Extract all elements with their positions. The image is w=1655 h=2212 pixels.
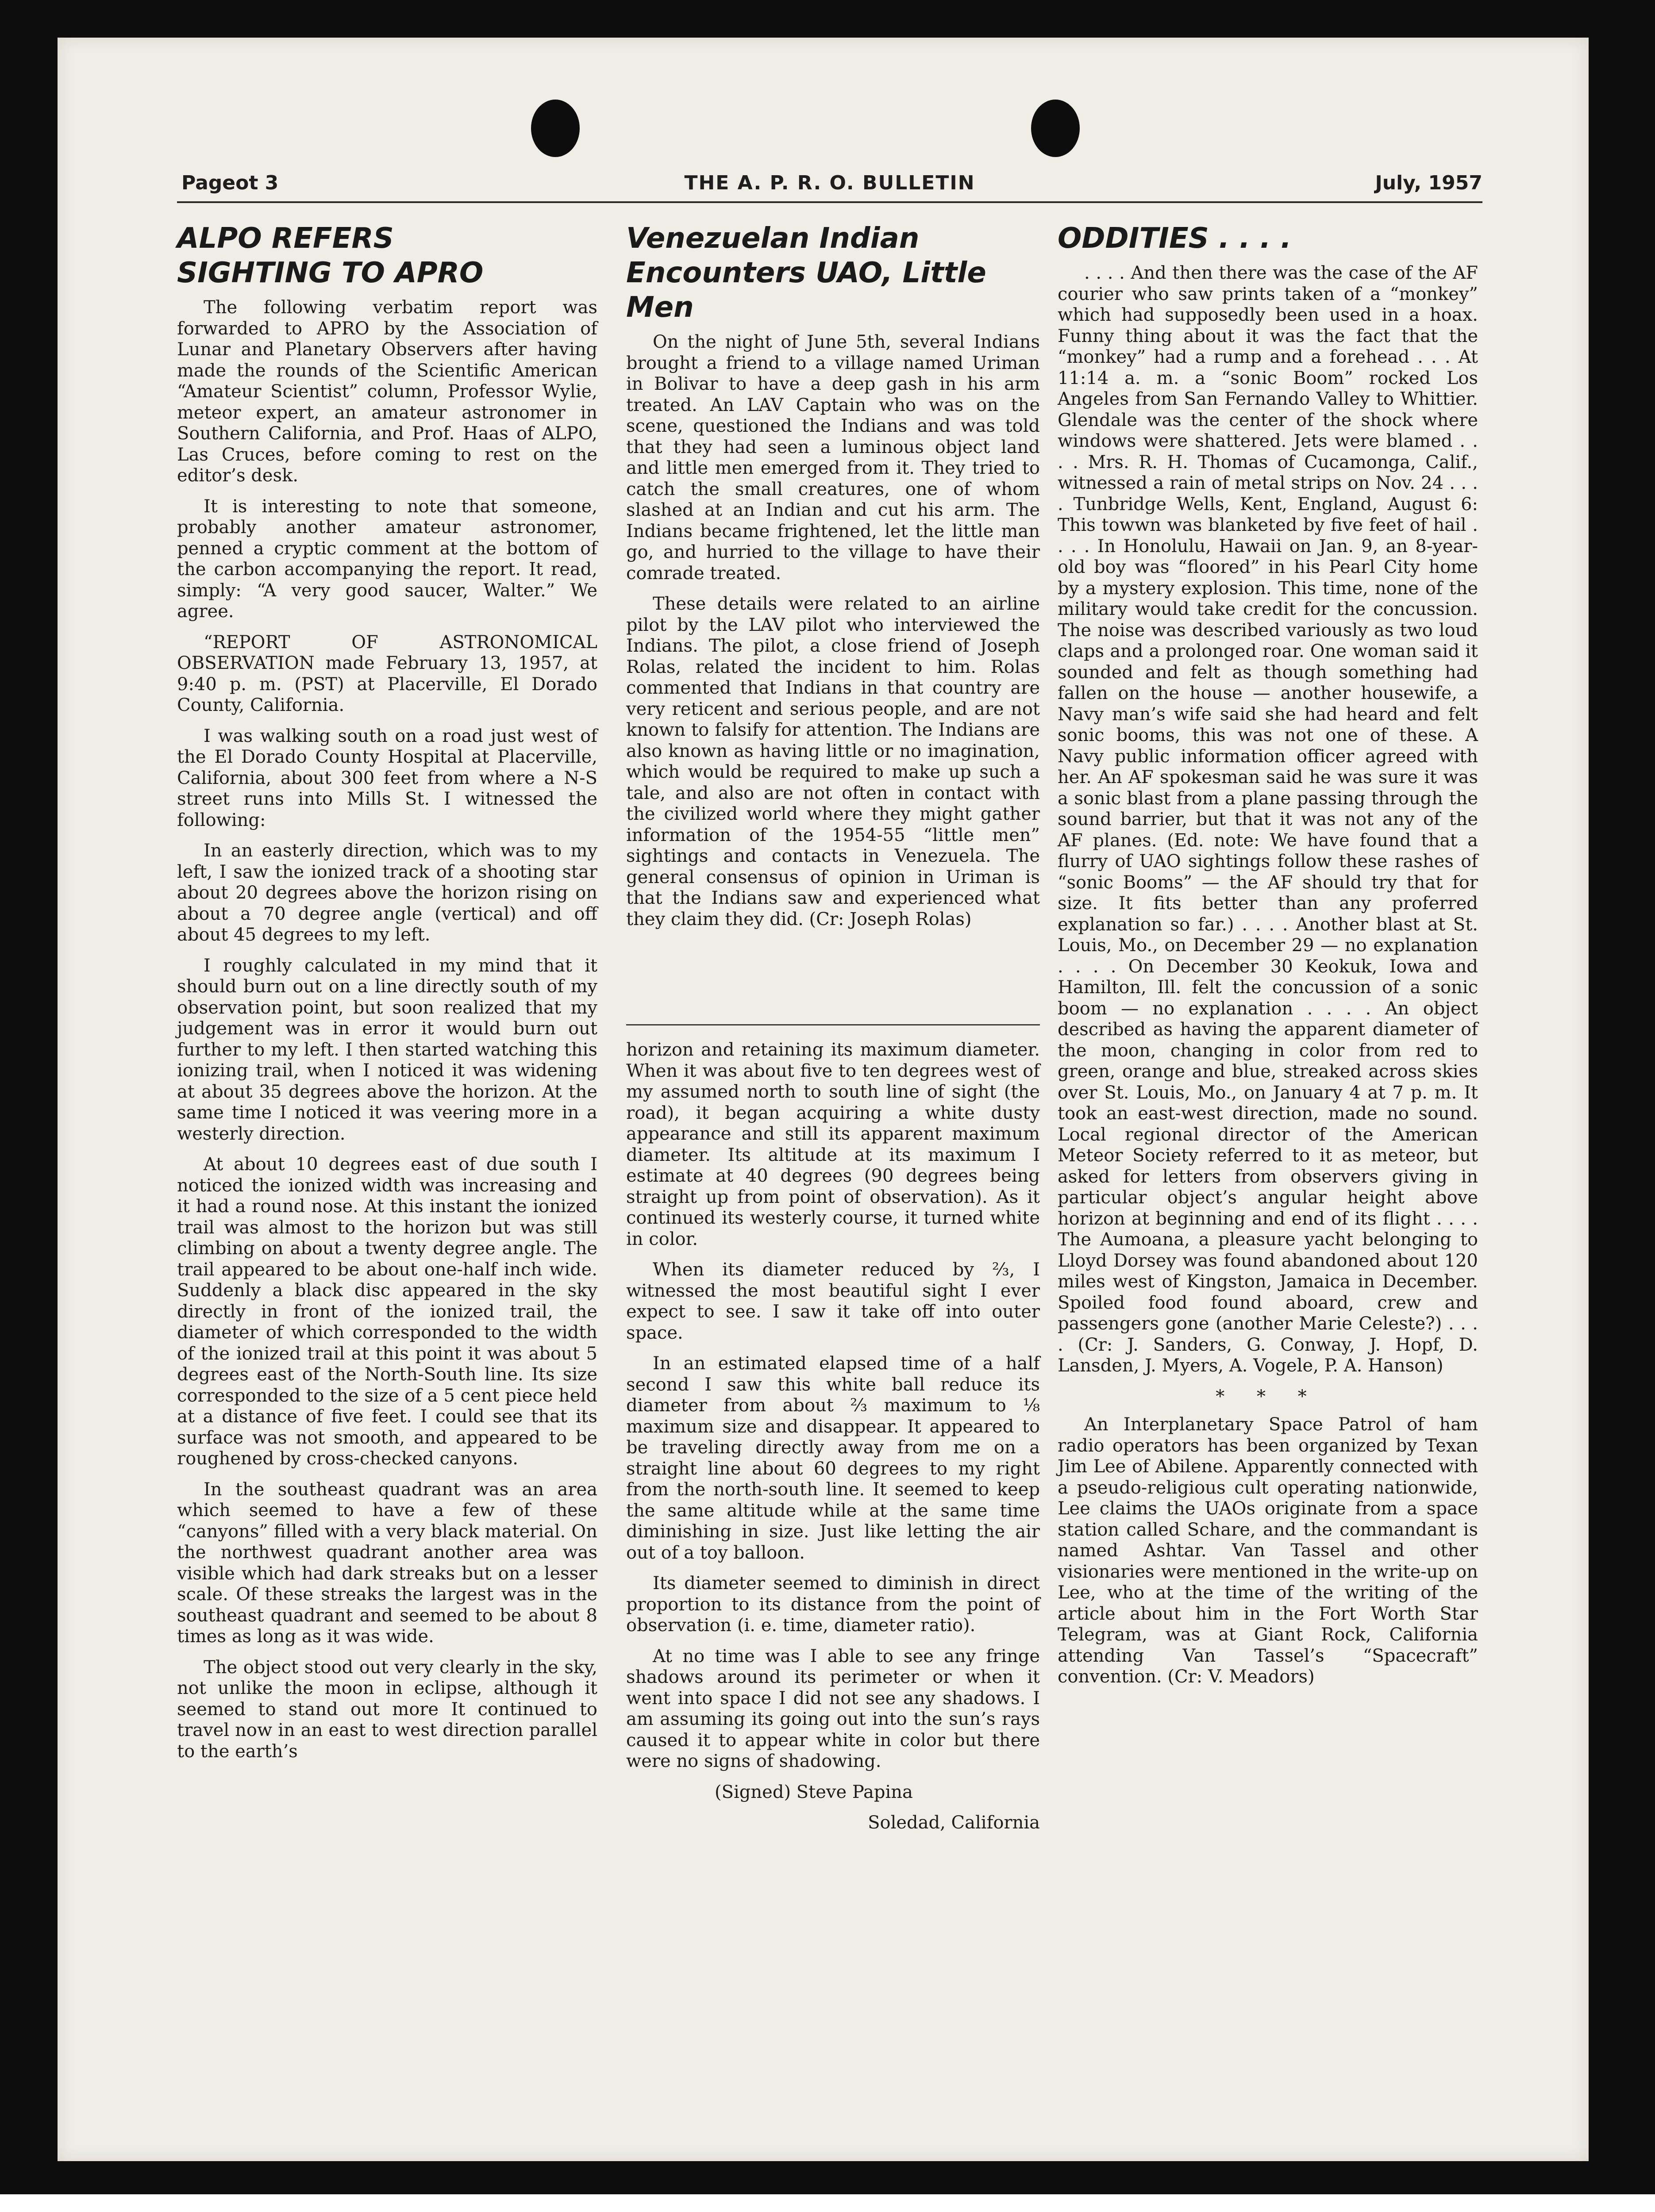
section-separator: * * * bbox=[1216, 1386, 1320, 1407]
paragraph: An Interplanetary Space Patrol of ham radio operators has been organized by Texan Jim Lee of Abilene. Apparently connected with a pseudo-religious cult operating nationwide, Lee claims the UAOs originate from a space station called Schare, and the commandant is named Ashtar. Van Tassel and other visionaries were mentioned in the write-up on Lee, who at the time of the writing of the article about him in the Fort Worth Star Telegram, was at Giant Rock, California attending Van Tassel’s “Spacecraft” convention. (Cr: V. Meadors) bbox=[1058, 1414, 1478, 1687]
paragraph: When its diameter reduced by ⅔, I witnessed the most beautiful sight I ever expect to see. I saw it take off into outer space. bbox=[626, 1260, 1040, 1343]
column-alpo-article bbox=[177, 221, 597, 1772]
paragraph: Its diameter seemed to diminish in direct proportion to its distance from the point of observation (i. e. time, diameter ratio). bbox=[626, 1573, 1040, 1636]
headline-venezuelan bbox=[626, 221, 1040, 325]
paragraph: “REPORT OF ASTRONOMICAL OBSERVATION made February 13, 1957, at 9:40 p. m. (PST) at Placerville, El Dorado County, California. bbox=[177, 632, 597, 715]
headline-oddities: ODDITIES . . . . bbox=[1058, 222, 1292, 255]
paragraph: I was walking south on a road just west of the El Dorado County Hospital at Placerville, California, about 300 feet from where a N-S street runs into Mills St. I witnessed the following: bbox=[177, 726, 597, 830]
signature-location: Soledad, California bbox=[868, 1813, 1040, 1833]
punch-hole bbox=[531, 100, 580, 157]
issue-date: July, 1957 bbox=[1375, 172, 1482, 194]
paragraph: On the night of June 5th, several Indians brought a friend to a village named Uriman in Bolivar to have a deep gash in his arm treated. An LAV Captain who was on the scene, questioned the Indians and was told that they had seen a luminous object land and little men emerged from it. They tried to catch the small creatures, one of whom slashed at an Indian and cut his arm. The Indians became frightened, let the little man go, and hurried to the village to have their comrade treated. bbox=[626, 332, 1040, 584]
headline-line: SIGHTING TO APRO bbox=[177, 257, 484, 289]
paragraph: These details were related to an airline pilot by the LAV pilot who interviewed the Indians. The pilot, a close friend of Joseph Rolas, related the incident to him. Rolas commented that Indians in that country are very reticent and serious people, and are not known to falsify for attention. The Indians are also known as having little or no imagination, which would be required to make up such a tale, and also are not often in contact with the civilized world where they might gather information of the 1954-55 “little men” sightings and contacts in Venezuela. The general consensus of opinion in Uriman is that the Indians saw and experienced what they claim they did. (Cr: Joseph Rolas) bbox=[626, 594, 1040, 929]
paragraph: In an easterly direction, which was to my left, I saw the ionized track of a shooting star about 20 degrees above the horizon rising on about a 70 degree angle (vertical) and off about 45 degrees to my left. bbox=[177, 841, 597, 945]
publication-title: THE A. P. R. O. BULLETIN bbox=[684, 172, 975, 194]
headline-alpo bbox=[177, 221, 597, 290]
paragraph: The following verbatim report was forwarded to APRO by the Association of Lunar and Planetary Observers after having made the rounds of the Scientific American “Amateur Scientist” column, Professor Wylie, meteor expert, an amateur astronomer in Southern California, and Prof. Haas of ALPO, Las Cruces, before coming to rest on the editor’s desk. bbox=[177, 297, 597, 486]
header-rule bbox=[177, 201, 1482, 203]
headline-line: Encounters UAO, Little Men bbox=[626, 257, 986, 324]
article-divider bbox=[626, 1024, 1040, 1025]
paragraph: In an estimated elapsed time of a half second I saw this white ball reduce its diameter from about ⅔ maximum to ⅛ maximum size and disappear. It appeared to be traveling directly away from me on a straight line about 60 degrees to my right from the north-south line. It seemed to keep the same altitude while at the same time diminishing in size. Just like letting the air out of a toy balloon. bbox=[626, 1353, 1040, 1563]
headline-line: Venezuelan Indian bbox=[626, 222, 920, 255]
paragraph: horizon and retaining its maximum diameter. When it was about five to ten degrees west of my assumed north to south line of sight (the road), it began acquiring a white dusty appearance and still its apparent maximum diameter. Its altitude at its maximum I estimate at 40 degrees (90 degrees being straight up from point of observation). As it continued its westerly course, it turned white in color. bbox=[626, 1040, 1040, 1249]
paragraph: At about 10 degrees east of due south I noticed the ionized width was increasing and it had a round nose. At this instant the ionized trail was almost to the horizon but was still climbing on about a twenty degree angle. The trail appeared to be about one-half inch wide. Suddenly a black disc appeared in the sky directly in front of the ionized trail, the diameter of which corresponded to the width of the ionized trail at this point it was about 5 degrees east of the North-South line. Its size corresponded to the size of a 5 cent piece held at a distance of five feet. I could see that its surface was not smooth, and appeared to be roughened by cross-checked canyons. bbox=[177, 1154, 597, 1469]
paragraph: . . . . And then there was the case of the AF courier who saw prints taken of a “monkey” which had supposedly been used in a hoax. Funny thing about it was the fact that the “monkey” had a rump and a forehead . . . At 11:14 a. m. a “sonic Boom” rocked Los Angeles from San Fernando Valley to Whittier. Glendale was the center of the shock where windows were shattered. Jets were blamed . . . . Mrs. R. H. Thomas of Cucamonga, Calif., witnessed a rain of metal strips on Nov. 24 . . . . Tunbridge Wells, Kent, England, August 6: This towwn was blanketed by five feet of hail . . . . In Honolulu, Hawaii on Jan. 9, an 8-year-old boy was “floored” in his Pearl City home by a mystery explosion. This time, none of the military would take credit for the concussion. The noise was described variously as two loud claps and a prolonged roar. One woman said it sounded and felt as though something had fallen on the house — another housewife, a Navy man’s wife said she had heard and felt sonic booms, this was not one of these. A Navy public information officer agreed with her. An AF spokesman said he was sure it was a sonic blast from a plane passing through the sound barrier, but that it was not any of the AF planes. (Ed. note: We have found that a flurry of UAO sightings follow these rashes of “sonic Booms” — the AF should try that for size. It fits better than any proferred explanation so far.) . . . . Another blast at St. Louis, Mo., on December 29 — no explanation . . . . On December 30 Keokuk, Iowa and Hamilton, Ill. felt the concussion of a sonic boom — no explanation . . . . An object described as having the apparent diameter of the moon, changing in color from red to green, orange and blue, streaked across skies over St. Louis, Mo., on January 4 at 7 p. m. It took an east-west direction, made no sound. Local regional director of the American Meteor Society referred to it as meteor, but asked for letters from observers giving in particular object’s angular height above horizon at beginning and end of its flight . . . . The Aumoana, a pleasure yacht belonging to Lloyd Dorsey was found abandoned about 120 miles west of Kingston, Jamaica in December. Spoiled food found aboard, crew and passengers gone (another Marie Celeste?) . . . . (Cr: J. Sanders, G. Conway, J. Hopf, D. Lansden, J. Myers, A. Vogele, P. A. Hanson) bbox=[1058, 263, 1478, 1376]
column-venezuelan-article bbox=[626, 221, 1040, 940]
punch-hole bbox=[1031, 100, 1080, 157]
paragraph: I roughly calculated in my mind that it should burn out on a line directly south of my observation point, but soon realized that my judgement was in error it would burn out further to my left. I then started watching this ionizing trail, when I noticed it was widening at about 35 degrees above the horizon. At the same time I noticed it was veering more in a westerly direction. bbox=[177, 955, 597, 1144]
column-alpo-continuation bbox=[626, 1040, 1040, 1843]
headline-line: ALPO REFERS bbox=[177, 222, 394, 255]
paragraph: In the southeast quadrant was an area which seemed to have a few of these “canyons” filled with a very black material. On the northwest quadrant another area was visible which had dark streaks but on a lesser scale. Of these streaks the largest was in the southeast quadrant and seemed to be about 8 times as long as it was wide. bbox=[177, 1479, 597, 1647]
paragraph: It is interesting to note that someone, probably another amateur astronomer, penned a cryptic comment at the bottom of the carbon accompanying the report. It read, simply: “A very good saucer, Walter.” We agree. bbox=[177, 496, 597, 622]
paragraph: The object stood out very clearly in the sky, not unlike the moon in eclipse, although it seemed to stand out more It continued to travel now in an east to west direction parallel to the earth’s bbox=[177, 1657, 597, 1762]
signature: (Signed) Steve Papina bbox=[715, 1782, 913, 1802]
page-header bbox=[177, 172, 1482, 203]
page-number: Pageot 3 bbox=[181, 172, 279, 194]
footer-band bbox=[0, 2194, 1655, 2212]
paragraph: At no time was I able to see any fringe shadows around its perimeter or when it went into space I did not see any shadows. I am assuming its going out into the sun’s rays caused it to appear white in color but there were no signs of shadowing. bbox=[626, 1646, 1040, 1771]
column-oddities bbox=[1058, 221, 1478, 1697]
